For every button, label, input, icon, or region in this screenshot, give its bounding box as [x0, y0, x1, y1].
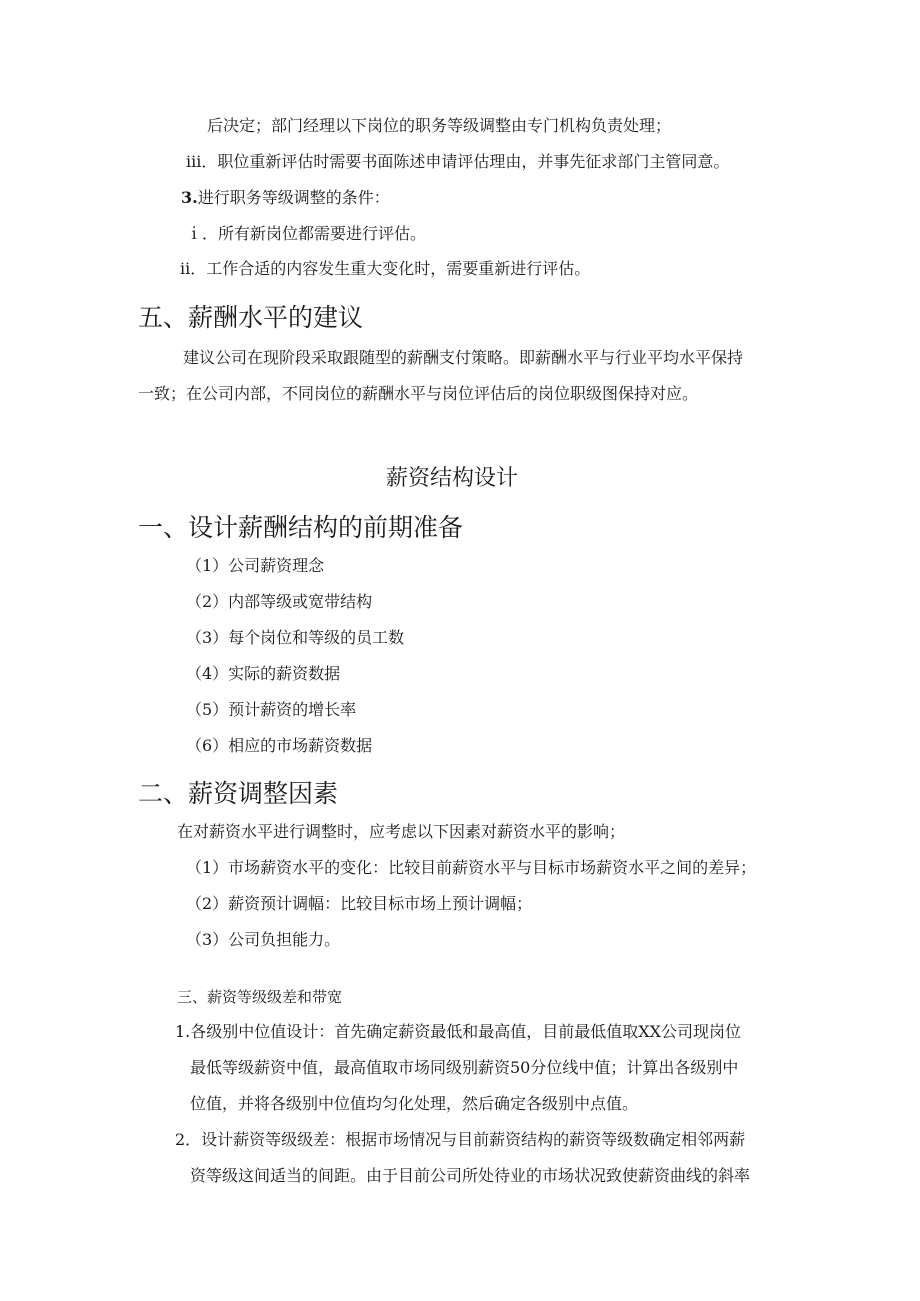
subheading-number: 3. — [181, 188, 198, 207]
paragraph-line: 最低等级薪资中值，最高值取市场同级别薪资50分位线中值；计算出各级别中 — [190, 1058, 739, 1077]
list-item: iii．职位重新评估时需要书面陈述申请评估理由，并事先征求部门主管同意。 — [186, 152, 730, 171]
list-item: （4）实际的薪资数据 — [186, 664, 341, 683]
list-item: （2）薪资预计调幅：比较目标市场上预计调幅； — [186, 894, 533, 913]
list-item: （3）每个岗位和等级的员工数 — [186, 628, 405, 647]
document-title: 薪资结构设计 — [386, 466, 519, 491]
paragraph-line: 建议公司在现阶段采取跟随型的薪酬支付策略。即薪酬水平与行业平均水平保持 — [183, 348, 744, 367]
subsection-heading: 三、薪资等级级差和带宽 — [177, 988, 343, 1006]
section-heading: 一、设计薪酬结构的前期准备 — [138, 513, 464, 542]
subheading — [181, 188, 390, 208]
paragraph-line: 资等级这间适当的间距。由于目前公司所处待业的市场状况致使薪资曲线的斜率 — [190, 1166, 751, 1185]
list-item: ｉ．所有新岗位都需要进行评估。 — [186, 224, 427, 243]
paragraph-line: 在对薪资水平进行调整时，应考虑以下因素对薪资水平的影响； — [177, 822, 626, 841]
section-heading: 二、薪资调整因素 — [138, 779, 339, 808]
paragraph-line: 位值，并将各级别中位值均匀化处理，然后确定各级别中点值。 — [190, 1094, 639, 1113]
list-item: （3）公司负担能力。 — [186, 930, 341, 949]
list-item: （5）预计薪资的增长率 — [186, 700, 357, 719]
list-item: ii．工作合适的内容发生重大变化时，需要重新进行评估。 — [180, 259, 591, 278]
paragraph-line: 2．设计薪资等级级差：根据市场情况与目前薪资结构的薪资等级数确定相邻两薪 — [175, 1130, 746, 1149]
list-item: （2）内部等级或宽带结构 — [186, 592, 373, 611]
paragraph-line: 一致；在公司内部，不同岗位的薪酬水平与岗位评估后的岗位职级图保持对应。 — [138, 384, 699, 403]
list-item: （1）公司薪资理念 — [186, 556, 325, 575]
section-heading: 五、薪酬水平的建议 — [138, 303, 364, 332]
list-item: （1）市场薪资水平的变化：比较目前薪资水平与目标市场薪资水平之间的差异； — [186, 858, 757, 877]
list-item: （6）相应的市场薪资数据 — [186, 736, 373, 755]
paragraph-line: 1.各级别中位值设计：首先确定薪资最低和最高值，目前最低值取XX公司现岗位 — [175, 1022, 742, 1041]
text-line: 后决定；部门经理以下岗位的职务等级调整由专门机构负责处理； — [207, 116, 672, 135]
subheading-text: 进行职务等级调整的条件： — [197, 188, 390, 207]
